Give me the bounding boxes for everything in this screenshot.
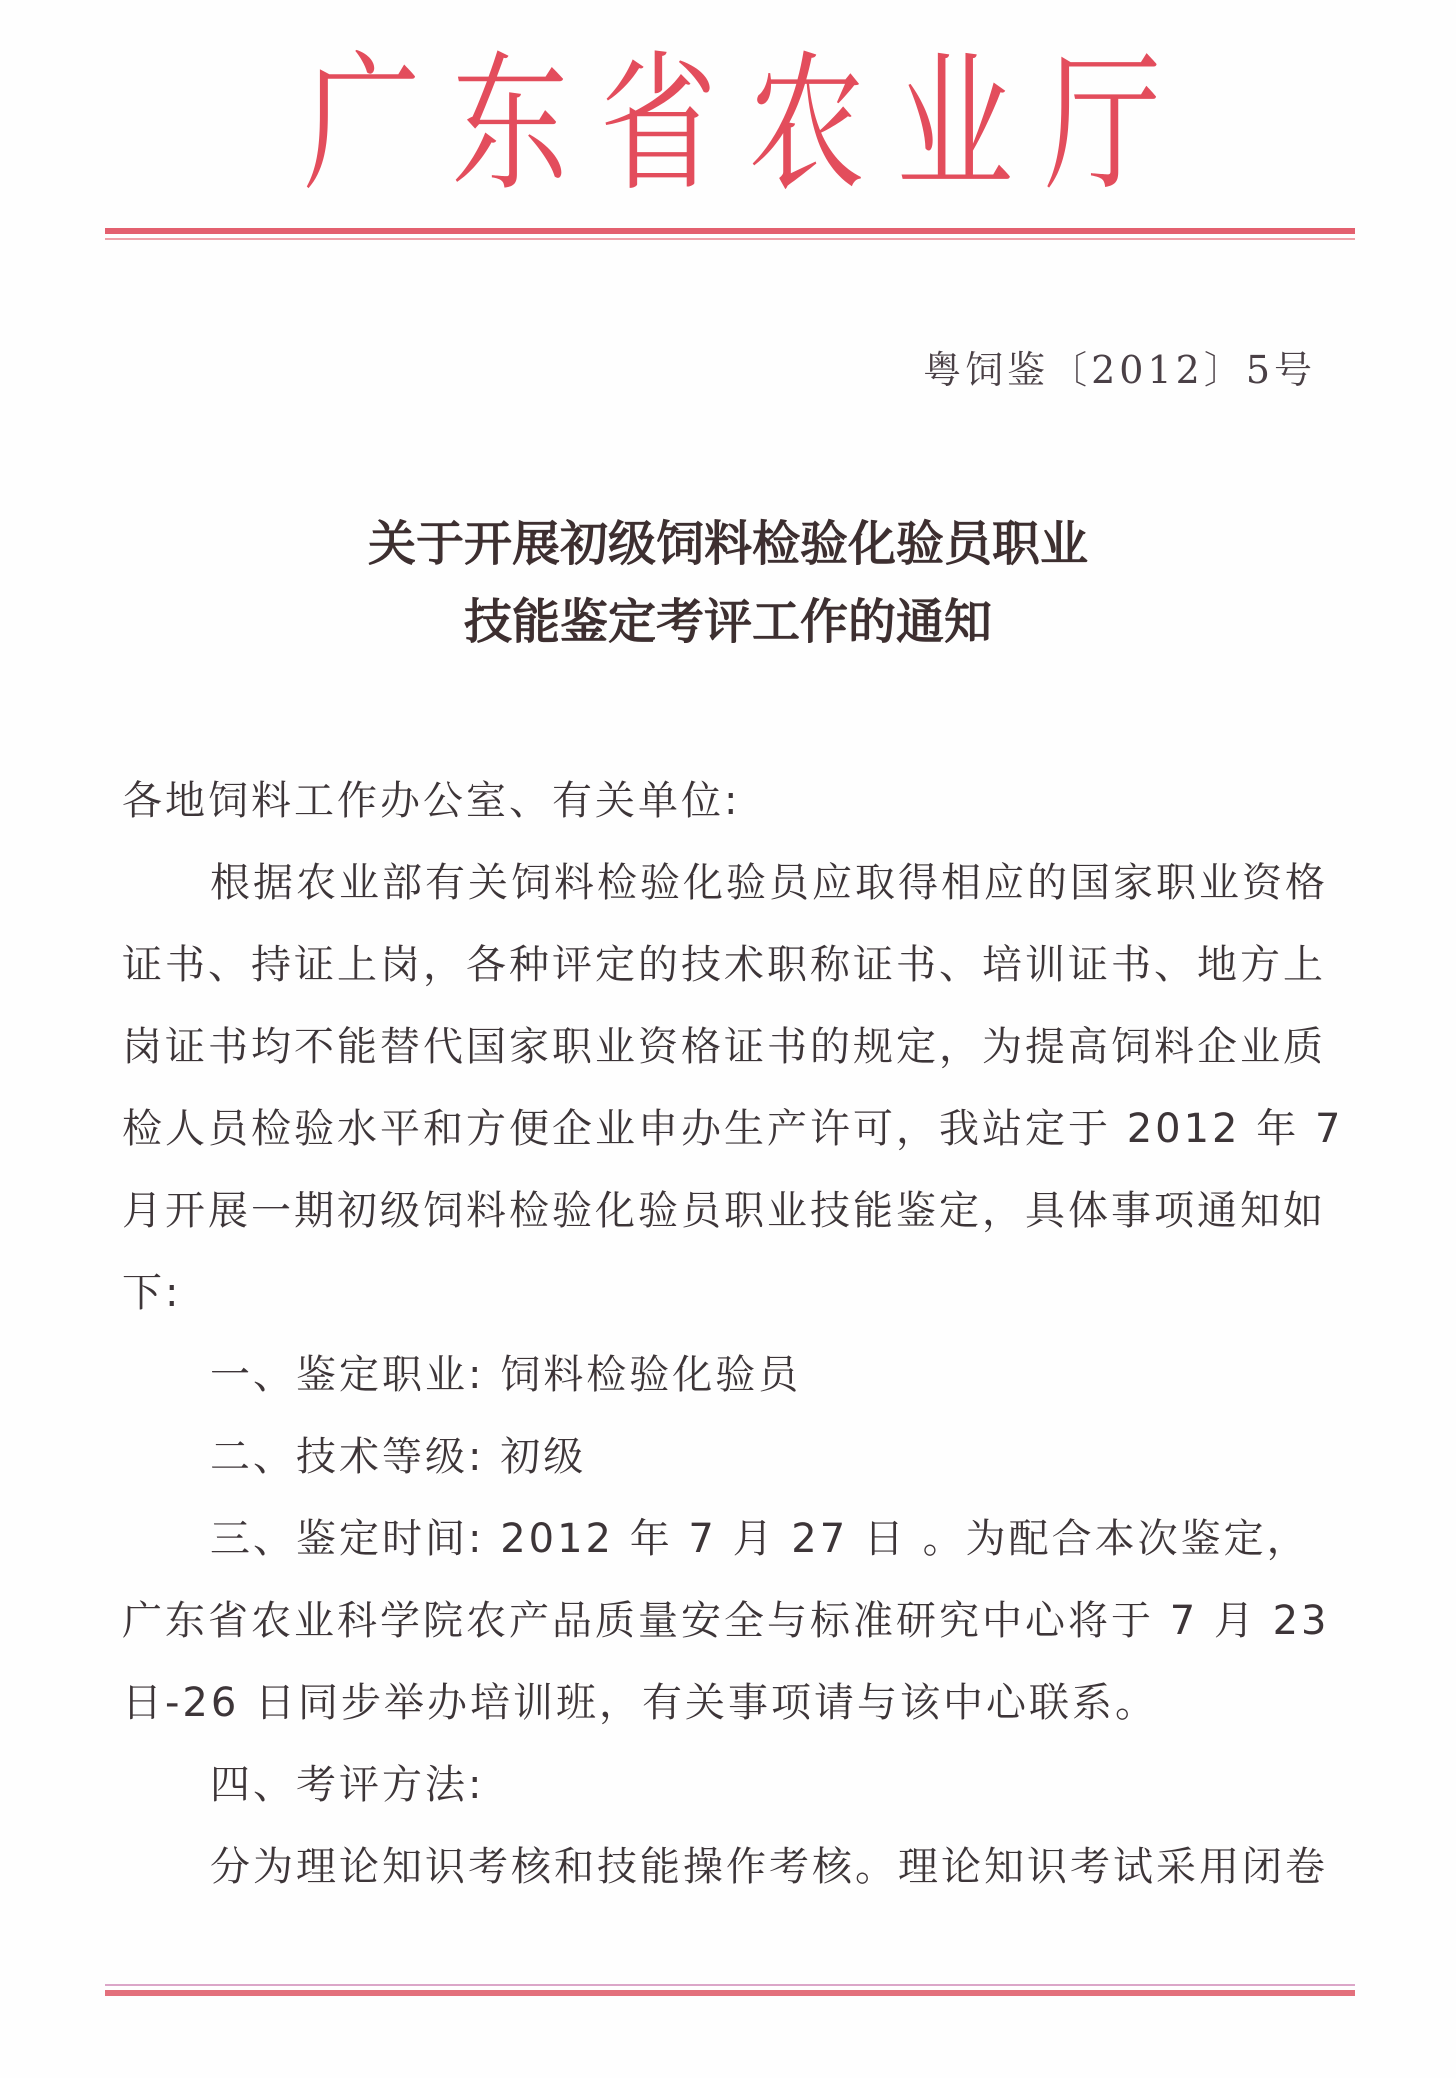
document-number: 粤饲鉴〔2012〕5号 (923, 348, 1316, 392)
rule-thin-line (105, 238, 1355, 240)
title-line-1: 关于开展初级饲料检验化验员职业 (367, 516, 1088, 572)
rule-thin-line (105, 1984, 1355, 1986)
paragraph-item-3: 三、鉴定时间: 2012 年 7 月 27 日 。为配合本次鉴定，广东省农业科学院农产品质量安全与标准研究中心将于 7 月 23 日-26 日同步举办培训班，有关事项请与该中心联系。 (122, 1516, 1330, 1726)
paragraph-item-4: 四、考评方法: (210, 1762, 485, 1808)
rule-thick-line (105, 228, 1355, 234)
paragraph-item-1: 一、鉴定职业: 饲料检验化验员 (210, 1352, 802, 1398)
title-line-2: 技能鉴定考评工作的通知 (463, 594, 992, 650)
letterhead-red-rule (105, 228, 1355, 240)
rule-thick-line (105, 1990, 1355, 1996)
letterhead (0, 38, 1456, 212)
footer-red-rule (105, 1984, 1355, 1996)
paragraph-item-2: 二、技术等级: 初级 (210, 1434, 587, 1480)
document-title (0, 505, 1456, 661)
salutation: 各地饲料工作办公室、有关单位: (122, 778, 741, 824)
paragraph-method: 分为理论知识考核和技能操作考核。理论知识考试采用闭卷 (210, 1844, 1328, 1890)
paragraph-intro: 根据农业部有关饲料检验化验员应取得相应的国家职业资格证书、持证上岗，各种评定的技术职称证书、培训证书、地方上岗证书均不能替代国家职业资格证书的规定，为提高饲料企业质检人员检验水平和方便企业申办生产许可，我站定于 2012 年 7 月开展一期初级饲料检验化验员职业技能鉴定，具体事项通知如下: (122, 860, 1344, 1316)
document-body (122, 760, 1352, 1908)
letterhead-title: 广东省农业厅 (303, 38, 1193, 212)
